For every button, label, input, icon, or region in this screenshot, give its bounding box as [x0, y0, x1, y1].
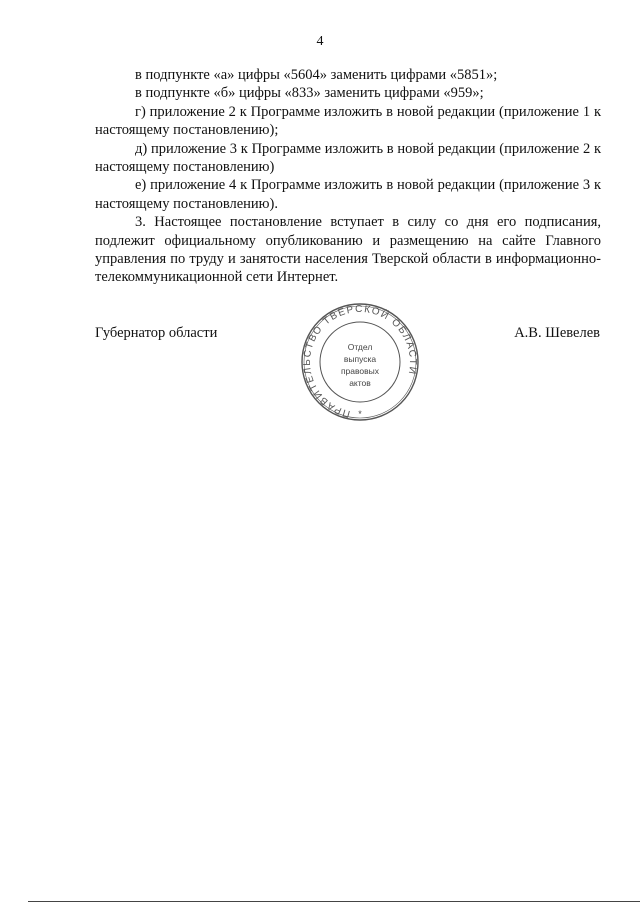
paragraph-item-e: е) приложение 4 к Программе изложить в новой редакции (приложение 3 к настоящему постановлению). [95, 177, 601, 212]
paragraph-item-g: г) приложение 2 к Программе изложить в новой редакции (приложение 1 к настоящему постановлению); [95, 103, 601, 139]
paragraph-item-3: 3. Настоящее постановление вступает в силу со дня его подписания, подлежит официальному опубликованию и размещению на сайте Главного управления по труду и занятости населения Тверской области в информационно-телекоммуникационной сети Интернет. [95, 214, 601, 286]
page-bottom-edge [28, 901, 640, 902]
seal-center-line-4: актов [349, 378, 371, 388]
signature-position: Губернатор области [95, 325, 218, 341]
paragraph-subitem-b: в подпункте «б» цифры «833» заменить цифрами «959»; [135, 85, 484, 102]
document-body [95, 66, 601, 287]
official-seal [298, 300, 422, 430]
seal-ring-textpath: ПРАВИТЕЛЬСТВО ТВЕРСКОЙ ОБЛАСТИ [301, 303, 419, 420]
seal-star-icon: * [358, 409, 362, 419]
seal-center-line-3: правовых [340, 366, 380, 376]
signature-name: А.В. Шевелев [514, 325, 600, 341]
paragraph-item-d: д) приложение 3 к Программе изложить в новой редакции (приложение 2 к настоящему постановлению) [95, 140, 601, 176]
seal-stamp [298, 300, 422, 430]
page-number: 4 [316, 34, 324, 49]
seal-center-line-2: выпуска [343, 354, 377, 364]
seal-center-line-1: Отдел [347, 342, 373, 352]
paragraph-subitem-a: в подпункте «а» цифры «5604» заменить цифрами «5851»; [135, 67, 498, 83]
